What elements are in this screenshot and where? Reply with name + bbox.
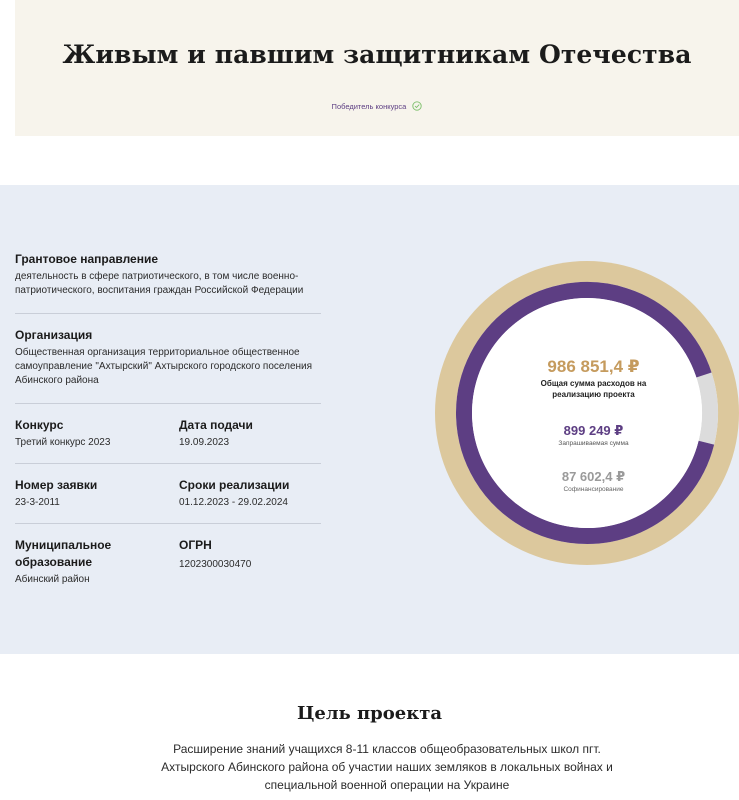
- check-circle-icon: [412, 101, 422, 111]
- implementation-period-value: 01.12.2023 - 29.02.2024: [179, 497, 288, 508]
- contest: [15, 417, 165, 450]
- grant-direction-value: деятельность в сфере патриотического, в том числе военно-патриотического, воспитания граждан Российской Федерации: [15, 271, 304, 296]
- submit-date: [179, 417, 329, 450]
- submit-date-value: 19.09.2023: [179, 437, 230, 448]
- implementation-period-label: Сроки реализации: [179, 478, 290, 492]
- municipality: [15, 537, 135, 587]
- divider: [15, 523, 321, 524]
- grant-direction: [15, 251, 325, 298]
- organization-value: Общественная организация территориальное общественное самоуправление "Ахтырский" Ахтырского городского поселения Абинского района: [15, 347, 313, 386]
- application-number-label: Номер заявки: [15, 478, 98, 492]
- winner-label: Победитель конкурса: [331, 102, 407, 111]
- cofinancing-amount: 87 602,4 ₽: [561, 469, 626, 484]
- ogrn-value: 1202300030470: [179, 559, 252, 570]
- organization: [15, 327, 327, 388]
- project-header: [15, 0, 739, 136]
- divider: [15, 313, 321, 314]
- project-title: Живым и павшим защитникам Отечества: [62, 40, 692, 69]
- cofinancing-amount-label: Софинансирование: [563, 486, 624, 493]
- divider: [15, 463, 321, 464]
- implementation-period: [179, 477, 329, 510]
- ogrn: [179, 537, 329, 572]
- municipality-label: Муниципальное образование: [15, 538, 112, 569]
- requested-amount-label: Запрашиваемая сумма: [558, 440, 629, 447]
- contest-label: Конкурс: [15, 418, 64, 432]
- application-number: [15, 477, 165, 510]
- winner-badge: [15, 102, 739, 111]
- divider: [15, 403, 321, 404]
- municipality-value: Абинский район: [15, 574, 90, 585]
- budget-summary: [519, 356, 668, 495]
- contest-value: Третий конкурс 2023: [15, 437, 111, 448]
- ogrn-label: ОГРН: [179, 538, 212, 552]
- goal-title: Цель проекта: [296, 703, 443, 724]
- total-amount: 986 851,4 ₽: [547, 357, 640, 376]
- donut-segment-cofinancing: [704, 375, 710, 443]
- submit-date-label: Дата подачи: [179, 418, 253, 432]
- grant-direction-label: Грантовое направление: [15, 252, 159, 266]
- total-amount-label: Общая сумма расходов на реализацию проекта: [540, 379, 647, 399]
- requested-amount: 899 249 ₽: [563, 423, 624, 438]
- goal-text: Расширение знаний учащихся 8-11 классов общеобразовательных школ пгт. Ахтырского Абинского района об участии наших земляков в локальных войнах и специальной военной операции на Украине: [161, 742, 613, 792]
- application-number-value: 23-3-2011: [15, 497, 60, 508]
- organization-label: Организация: [15, 328, 93, 342]
